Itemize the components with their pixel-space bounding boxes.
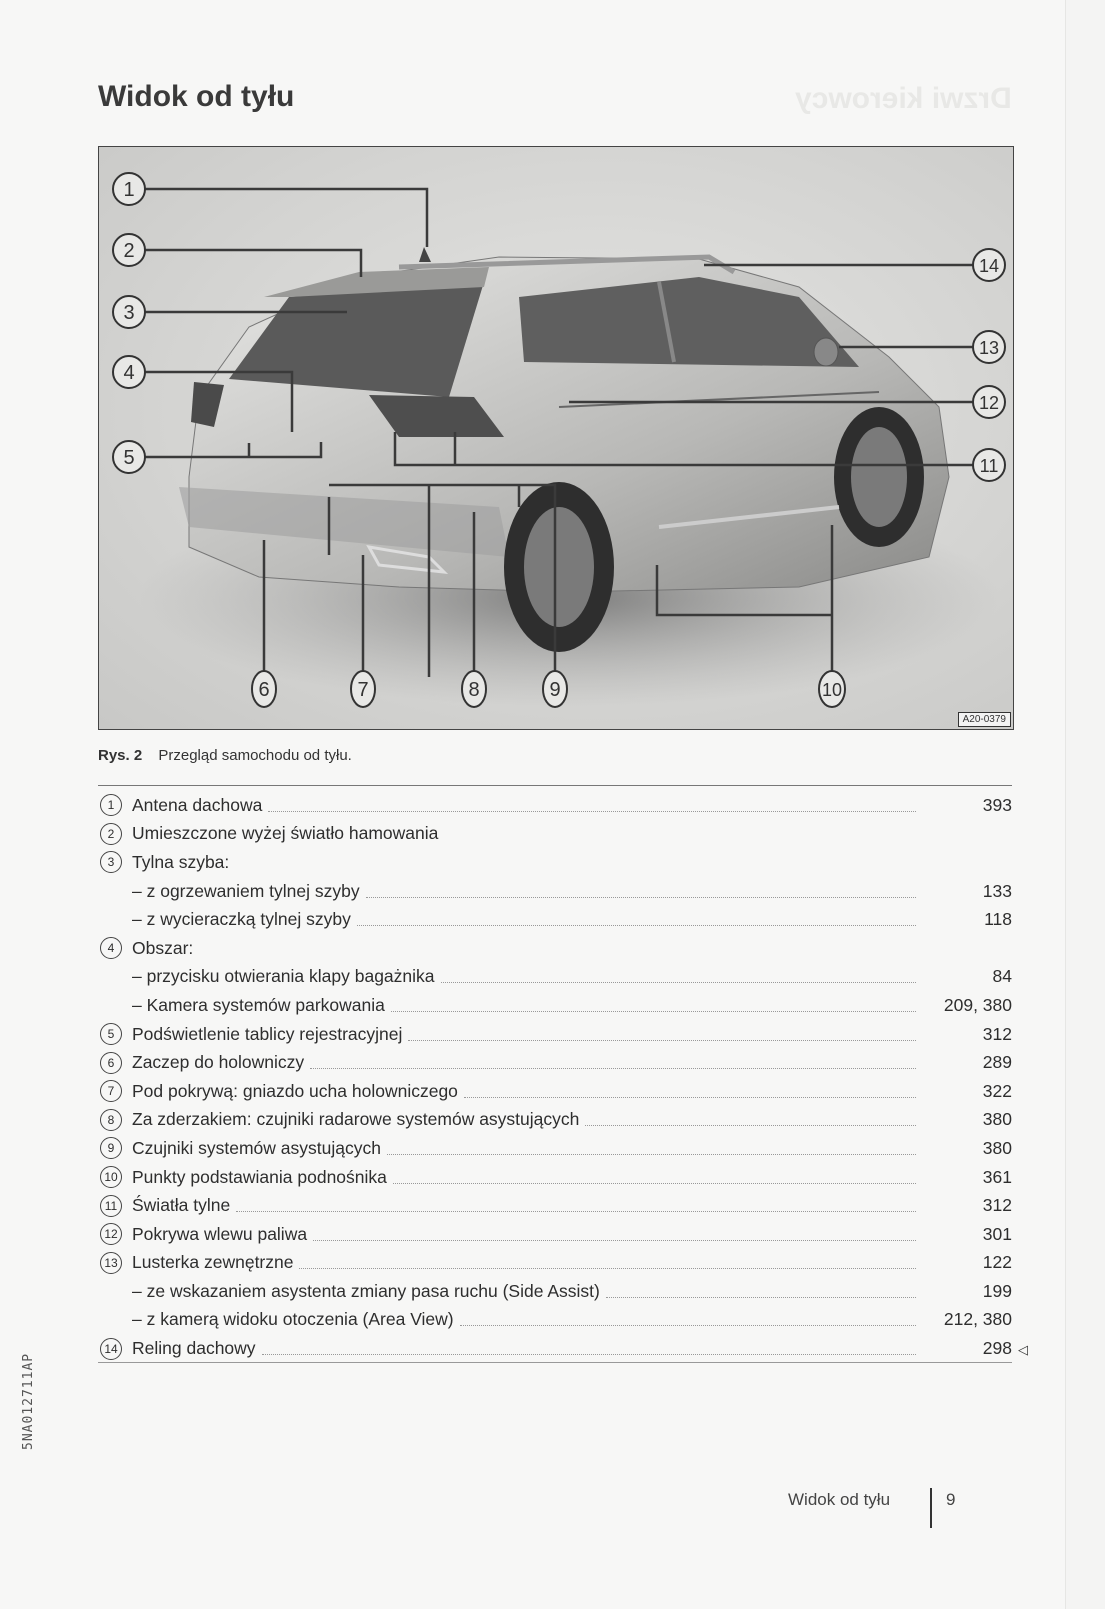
legend-item (98, 791, 1012, 820)
legend-item (98, 991, 1012, 1020)
legend-item (98, 877, 1012, 906)
page-reference[interactable]: 322 (982, 1080, 1012, 1101)
legend-item (98, 820, 1012, 849)
rear-view-figure (98, 146, 1014, 730)
callout-3 (113, 296, 145, 328)
callout-7 (351, 671, 375, 707)
item-label: Antena dachowa (132, 794, 263, 815)
item-number-badge: 10 (100, 1166, 122, 1188)
item-number-badge: 14 (100, 1338, 122, 1360)
legend-item (98, 905, 1012, 934)
item-number-badge: 7 (100, 1080, 122, 1102)
svg-text:14: 14 (978, 256, 1000, 276)
dot-leader (408, 1028, 916, 1041)
legend-item (98, 1134, 1012, 1163)
item-label: Reling dachowy (132, 1338, 256, 1359)
svg-text:1: 1 (123, 179, 135, 201)
item-number-badge: 2 (100, 823, 122, 845)
page-reference[interactable]: 361 (982, 1166, 1012, 1187)
callout-2 (113, 234, 145, 266)
callout-6 (252, 671, 276, 707)
document-code: 5NA012711AP (21, 1352, 36, 1450)
callout-1 (113, 173, 145, 205)
footer-page-number: 9 (946, 1490, 956, 1509)
dot-leader (357, 913, 916, 926)
item-number-badge: 6 (100, 1052, 122, 1074)
dot-leader (444, 828, 916, 840)
item-label: – przycisku otwierania klapy bagażnika (132, 966, 435, 987)
dot-leader (464, 1085, 916, 1098)
page-reference[interactable]: 312 (982, 1195, 1012, 1216)
item-label: Lusterka zewnętrzne (132, 1252, 294, 1273)
dot-leader (460, 1313, 916, 1326)
item-label: – z wycieraczką tylnej szyby (132, 909, 351, 930)
item-number-badge: 12 (100, 1223, 122, 1245)
svg-text:4: 4 (123, 362, 135, 384)
dot-leader (235, 856, 916, 868)
callout-8 (462, 671, 486, 707)
legend-item (98, 1191, 1012, 1220)
item-number-badge: 4 (100, 937, 122, 959)
legend-item (98, 1277, 1012, 1306)
dot-leader (262, 1342, 916, 1355)
legend-bottom-rule (98, 1362, 1012, 1363)
item-label: Za zderzakiem: czujniki radarowe systemów asystujących (132, 1109, 580, 1130)
item-label: Światła tylne (132, 1195, 231, 1216)
svg-text:7: 7 (357, 679, 369, 701)
item-label: Umieszczone wyżej światło hamowania (132, 823, 439, 844)
legend-item (98, 1020, 1012, 1049)
page-reference[interactable]: 380 (982, 1109, 1012, 1130)
svg-text:6: 6 (258, 679, 270, 701)
item-number-badge: 1 (100, 794, 122, 816)
svg-text:11: 11 (979, 456, 999, 476)
rear-window (229, 282, 484, 397)
callout-12 (973, 386, 1005, 418)
callout-10 (819, 671, 845, 707)
page-reference[interactable]: 301 (982, 1223, 1012, 1244)
dot-leader (441, 970, 916, 983)
legend-item (98, 848, 1012, 877)
figure-code: A20-0379 (958, 712, 1011, 727)
item-label: – z ogrzewaniem tylnej szyby (132, 880, 360, 901)
antenna (419, 247, 431, 262)
page-reference[interactable]: 133 (982, 880, 1012, 901)
legend-top-rule (98, 785, 1012, 786)
item-number-badge: 3 (100, 851, 122, 873)
page-reference[interactable]: 84 (992, 966, 1012, 987)
dot-leader (387, 1142, 916, 1155)
section-end-icon: ◁ (1018, 1342, 1028, 1358)
dot-leader (606, 1285, 916, 1298)
footer-separator (930, 1488, 932, 1528)
dot-leader (391, 999, 916, 1012)
dot-leader (310, 1056, 916, 1069)
dot-leader (393, 1171, 916, 1184)
page-reference[interactable]: 212, 380 (943, 1309, 1012, 1330)
legend-item (98, 934, 1012, 963)
item-label: Podświetlenie tablicy rejestracyjnej (132, 1023, 403, 1044)
dot-leader (313, 1228, 916, 1241)
legend-item (98, 1106, 1012, 1135)
item-label: Obszar: (132, 937, 194, 958)
svg-text:8: 8 (468, 679, 480, 701)
legend-item (98, 1163, 1012, 1192)
callout-9 (543, 671, 567, 707)
svg-text:3: 3 (123, 302, 135, 324)
page-reference[interactable]: 393 (982, 794, 1012, 815)
legend-item (98, 1306, 1012, 1335)
page-reference[interactable]: 199 (982, 1280, 1012, 1301)
page-reference[interactable]: 118 (984, 909, 1012, 930)
item-label: – z kamerą widoku otoczenia (Area View) (132, 1309, 454, 1330)
legend-item (98, 1220, 1012, 1249)
item-number-badge: 9 (100, 1137, 122, 1159)
dot-leader (236, 1199, 916, 1212)
callout-11 (973, 449, 1005, 481)
item-label: – ze wskazaniem asystenta zmiany pasa ruchu (Side Assist) (132, 1280, 600, 1301)
item-number-badge: 5 (100, 1023, 122, 1045)
figure-caption-text: Przegląd samochodu od tyłu. (158, 747, 352, 764)
footer-section-title: Widok od tyłu (788, 1490, 891, 1509)
dot-leader (585, 1113, 916, 1126)
svg-text:9: 9 (549, 679, 561, 701)
page-reference[interactable]: 298 (982, 1338, 1012, 1359)
page-reference[interactable]: 380 (982, 1137, 1012, 1158)
bleed-through-text: Drzwi kierowcy (795, 82, 1012, 115)
item-number-badge: 13 (100, 1252, 122, 1274)
item-label: – Kamera systemów parkowania (132, 994, 385, 1015)
svg-text:10: 10 (821, 680, 843, 700)
page-reference[interactable]: 209, 380 (943, 994, 1012, 1015)
legend-item (98, 1077, 1012, 1106)
dot-leader (199, 942, 916, 954)
legend-item (98, 1048, 1012, 1077)
legend-item (98, 1249, 1012, 1278)
callout-14 (973, 249, 1005, 281)
page-reference[interactable]: 289 (982, 1052, 1012, 1073)
dot-leader (366, 885, 916, 898)
figure-caption (98, 747, 352, 764)
item-label: Pokrywa wlewu paliwa (132, 1223, 308, 1244)
car-illustration (99, 147, 1013, 729)
item-label: Zaczep do holowniczy (132, 1052, 305, 1073)
dot-leader (299, 1256, 916, 1269)
callout-4 (113, 356, 145, 388)
svg-text:13: 13 (978, 338, 1000, 358)
legend-list (98, 791, 1028, 1363)
svg-text:12: 12 (978, 393, 1000, 413)
page-reference[interactable]: 312 (982, 1023, 1012, 1044)
figure-number: Rys. 2 (98, 747, 143, 764)
svg-text:2: 2 (123, 240, 135, 262)
item-label: Punkty podstawiania podnośnika (132, 1166, 387, 1187)
callout-5 (113, 441, 145, 473)
callout-13 (973, 331, 1005, 363)
page-title: Widok od tyłu (98, 80, 295, 113)
svg-text:5: 5 (123, 447, 135, 469)
item-number-badge: 11 (100, 1195, 122, 1217)
item-label: Tylna szyba: (132, 851, 230, 872)
page-reference[interactable]: 122 (982, 1252, 1012, 1273)
legend-item (98, 1334, 1028, 1363)
legend-item (98, 963, 1012, 992)
item-label: Pod pokrywą: gniazdo ucha holowniczego (132, 1080, 458, 1101)
dot-leader (268, 799, 916, 812)
item-number-badge: 8 (100, 1109, 122, 1131)
item-label: Czujniki systemów asystujących (132, 1137, 381, 1158)
